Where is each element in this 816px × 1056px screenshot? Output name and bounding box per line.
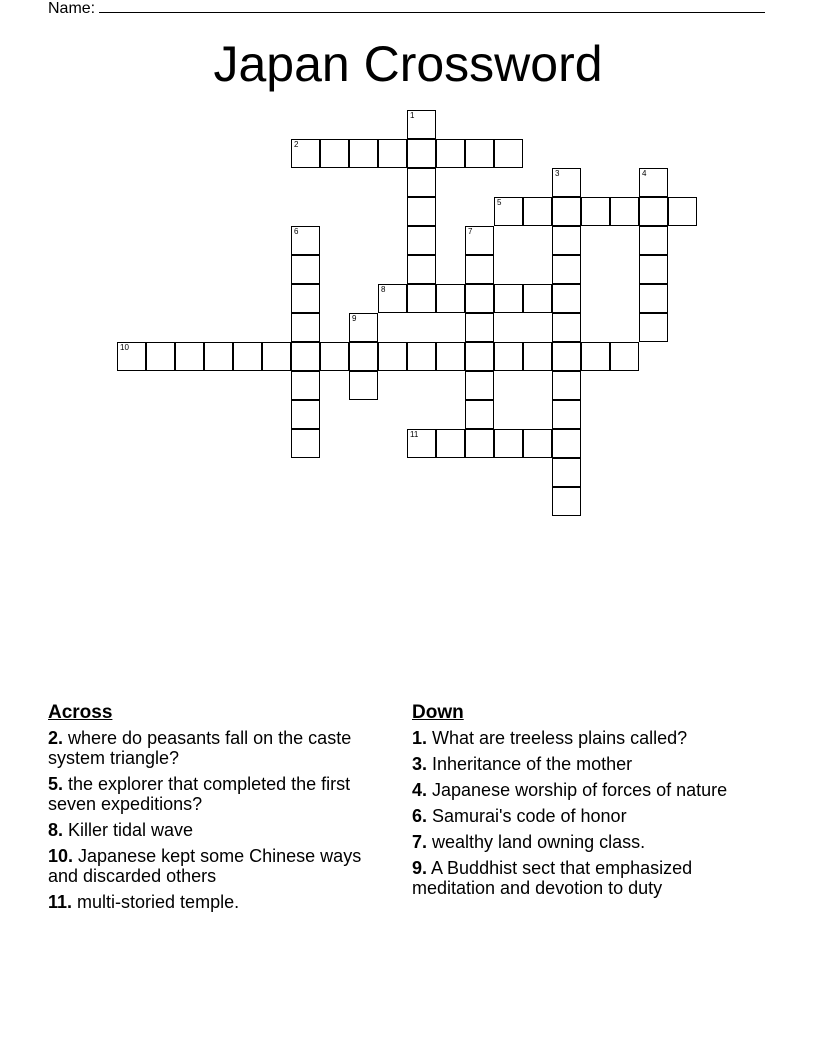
cell-number: 8 [381, 285, 386, 294]
clue-number: 4. [412, 780, 428, 800]
clue-across-item [48, 728, 378, 768]
grid-cell[interactable] [552, 458, 581, 487]
grid-cell[interactable] [175, 342, 204, 371]
cell-number: 7 [468, 227, 473, 236]
clue-across-item [48, 892, 378, 912]
grid-cell[interactable] [465, 313, 494, 342]
grid-cell[interactable] [581, 197, 610, 226]
clue-text: wealthy land owning class. [427, 832, 646, 852]
grid-cell[interactable] [465, 226, 494, 255]
grid-cell[interactable] [465, 342, 494, 371]
grid-cell[interactable] [610, 197, 639, 226]
grid-cell[interactable] [465, 139, 494, 168]
clue-number: 10. [48, 846, 74, 866]
grid-cell[interactable] [291, 342, 320, 371]
grid-cell[interactable] [349, 342, 378, 371]
grid-cell[interactable] [552, 313, 581, 342]
clue-text: What are treeless plains called? [427, 728, 688, 748]
grid-cell[interactable] [378, 342, 407, 371]
grid-cell[interactable] [494, 429, 523, 458]
grid-cell[interactable] [581, 342, 610, 371]
grid-cell[interactable] [668, 197, 697, 226]
grid-cell[interactable] [407, 110, 436, 139]
grid-cell[interactable] [523, 342, 552, 371]
clue-text: the explorer that completed the first seven expeditions? [48, 774, 351, 814]
clue-text: Killer tidal wave [63, 820, 194, 840]
grid-cell[interactable] [465, 255, 494, 284]
grid-cell[interactable] [291, 284, 320, 313]
grid-cell[interactable] [639, 284, 668, 313]
grid-cell[interactable] [552, 400, 581, 429]
cell-number: 11 [410, 430, 419, 439]
clue-text: Japanese worship of forces of nature [427, 780, 728, 800]
grid-cell[interactable] [494, 139, 523, 168]
grid-cell[interactable] [436, 342, 465, 371]
grid-cell[interactable] [523, 197, 552, 226]
cell-number: 6 [294, 227, 299, 236]
clue-across-item [48, 846, 378, 886]
clue-number: 11. [48, 892, 73, 912]
grid-cell[interactable] [407, 255, 436, 284]
down-clues [412, 702, 768, 904]
grid-cell[interactable] [552, 226, 581, 255]
clue-down-item [412, 832, 768, 852]
clue-number: 6. [412, 806, 428, 826]
clue-text: Japanese kept some Chinese ways and discarded others [48, 846, 362, 886]
grid-cell[interactable] [349, 371, 378, 400]
grid-cell[interactable] [436, 139, 465, 168]
across-heading: Across [48, 702, 113, 723]
clue-down-item [412, 858, 768, 898]
grid-cell[interactable] [291, 226, 320, 255]
grid-cell[interactable] [639, 255, 668, 284]
grid-cell[interactable] [407, 342, 436, 371]
grid-cell[interactable] [639, 226, 668, 255]
grid-cell[interactable] [436, 429, 465, 458]
clue-text: where do peasants fall on the caste system triangle? [48, 728, 352, 768]
grid-cell[interactable] [465, 400, 494, 429]
cell-number: 2 [294, 140, 299, 149]
grid-cell[interactable] [320, 342, 349, 371]
grid-cell[interactable] [639, 168, 668, 197]
grid-cell[interactable] [146, 342, 175, 371]
grid-cell[interactable] [291, 371, 320, 400]
grid-cell[interactable] [494, 342, 523, 371]
grid-cell[interactable] [552, 429, 581, 458]
grid-cell[interactable] [639, 313, 668, 342]
clue-number: 2. [48, 728, 64, 748]
grid-cell[interactable] [378, 284, 407, 313]
grid-cell[interactable] [233, 342, 262, 371]
cell-number: 10 [120, 343, 129, 352]
clue-number: 8. [48, 820, 64, 840]
grid-cell[interactable] [407, 429, 436, 458]
clue-number: 9. [412, 858, 428, 878]
grid-cell[interactable] [291, 139, 320, 168]
grid-cell[interactable] [436, 284, 465, 313]
grid-cell[interactable] [204, 342, 233, 371]
clue-number: 5. [48, 774, 64, 794]
down-clue-list [412, 728, 768, 898]
grid-cell[interactable] [552, 284, 581, 313]
grid-cell[interactable] [465, 371, 494, 400]
grid-cell[interactable] [552, 487, 581, 516]
clue-text: multi-storied temple. [72, 892, 240, 912]
clue-number: 7. [412, 832, 428, 852]
grid-cell[interactable] [407, 226, 436, 255]
grid-cell[interactable] [610, 342, 639, 371]
cell-number: 3 [555, 169, 560, 178]
grid-cell[interactable] [291, 255, 320, 284]
cell-number: 1 [410, 111, 415, 120]
grid-cell[interactable] [291, 400, 320, 429]
across-clue-list [48, 728, 378, 912]
clue-text: Inheritance of the mother [427, 754, 633, 774]
grid-cell[interactable] [552, 168, 581, 197]
grid-cell[interactable] [552, 197, 581, 226]
grid-cell[interactable] [117, 342, 146, 371]
down-heading: Down [412, 702, 464, 723]
cell-number: 9 [352, 314, 357, 323]
clue-across-item [48, 820, 378, 840]
grid-cell[interactable] [465, 429, 494, 458]
cell-number: 4 [642, 169, 647, 178]
grid-cell[interactable] [552, 342, 581, 371]
grid-cell[interactable] [291, 313, 320, 342]
grid-cell[interactable] [523, 284, 552, 313]
clue-text: Samurai's code of honor [427, 806, 627, 826]
clue-down-item [412, 728, 768, 748]
grid-cell[interactable] [407, 197, 436, 226]
grid-cell[interactable] [407, 168, 436, 197]
grid-cell[interactable] [378, 139, 407, 168]
grid-cell[interactable] [407, 139, 436, 168]
grid-cell[interactable] [494, 197, 523, 226]
clue-down-item [412, 780, 768, 800]
across-clues [48, 702, 378, 918]
grid-cell[interactable] [523, 429, 552, 458]
grid-cell[interactable] [552, 371, 581, 400]
clue-text: A Buddhist sect that emphasized meditation and devotion to duty [412, 858, 693, 898]
clue-across-item [48, 774, 378, 814]
grid-cell[interactable] [494, 284, 523, 313]
grid-cell[interactable] [465, 284, 494, 313]
clue-number: 1. [412, 728, 428, 748]
cell-number: 5 [497, 198, 502, 207]
grid-cell[interactable] [639, 197, 668, 226]
grid-cell[interactable] [407, 284, 436, 313]
name-label: Name: [48, 0, 96, 17]
grid-cell[interactable] [552, 255, 581, 284]
grid-cell[interactable] [349, 139, 378, 168]
crossword-grid [0, 0, 816, 520]
clue-down-item [412, 754, 768, 774]
page-title: Japan Crossword [213, 36, 603, 92]
grid-cell[interactable] [291, 429, 320, 458]
grid-cell[interactable] [320, 139, 349, 168]
grid-cell[interactable] [262, 342, 291, 371]
clue-number: 3. [412, 754, 428, 774]
clue-down-item [412, 806, 768, 826]
grid-cell[interactable] [349, 313, 378, 342]
